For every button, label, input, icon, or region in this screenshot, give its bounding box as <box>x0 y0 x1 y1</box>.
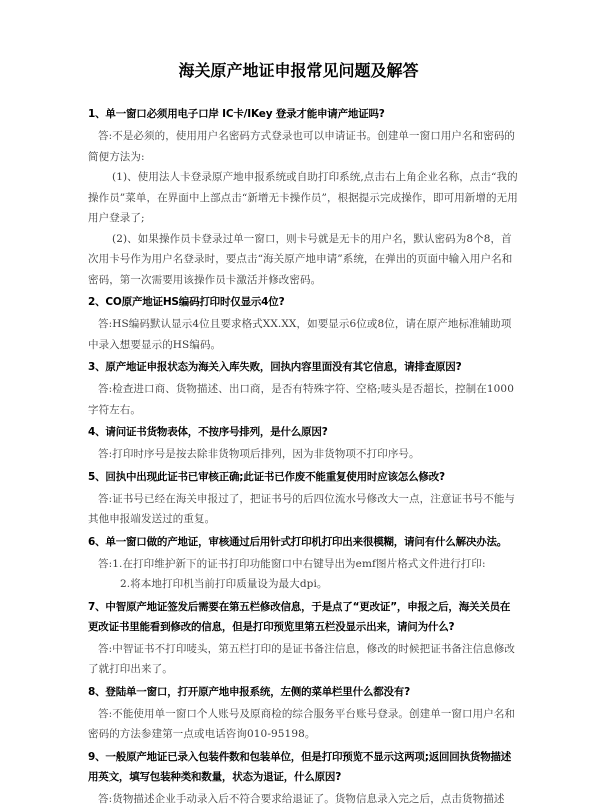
faq-answer-1: 答:不是必须的，使用用户名密码方式登录也可以申请证书。创建单一窗口用户名和密码的简便方法为: <box>88 126 520 167</box>
faq-question-9: 9、一般原产地证已录入包装件数和包装单位，但是打印预览不显示这两项;返回回执货物描述用英文，填写包装种类和数量，状态为退证，什么原因? <box>88 747 520 787</box>
faq-question-2: 2、CO原产地证HS编码打印时仅显示4位? <box>88 292 520 312</box>
faq-answer-5: 答:证书号已经在海关申报过了，把证书号的后四位流水号修改大一点，注意证书号不能与其他申报端发送过的重复。 <box>88 489 520 530</box>
faq-answer-1-step-2: (2)、如果操作员卡登录过单一窗口，则卡号就是无卡的用户名，默认密码为8个8，首次用卡号作为用户名登录时，要点击“海关原产地申请”系统，在弹出的页面中输入用户名和密码，第一次需要用该操作员卡激活并修改密码。 <box>88 229 520 291</box>
faq-answer-1-step-1: (1)、使用法人卡登录原产地申报系统或自助打印系统,点击右上角企业名称，点击“我的操作员”菜单，在界面中上部点击“新增无卡操作员”，根据提示完成操作，即可用新增的无用用户登录了; <box>88 167 520 229</box>
faq-answer-6: 答:1.在打印维护新下的证书打印功能窗口中右键导出为emf图片格式文件进行打印: <box>88 554 520 575</box>
faq-question-3: 3、原产地证申报状态为海关入库失败，回执内容里面没有其它信息，请排查原因? <box>88 357 520 377</box>
faq-content <box>88 104 520 809</box>
faq-question-6: 6、单一窗口做的产地证，审核通过后用针式打印机打印出来很模糊，请问有什么解决办法。 <box>88 532 520 552</box>
faq-question-5: 5、回执中出现此证书已审核正确;此证书已作废不能重复使用时应该怎么修改? <box>88 467 520 487</box>
faq-question-7: 7、中智原产地证签发后需要在第五栏修改信息，于是点了“更改证”，申报之后，海关关员在更改证书里能看到修改的信息，但是打印预览里第五栏没显示出来，请问为什么? <box>88 597 520 637</box>
faq-answer-8: 答:不能使用单一窗口个人账号及原商检的综合服务平台账号登录。创建单一窗口用户名和密码的方法参建第一点或电话咨询010-95198。 <box>88 704 520 745</box>
faq-answer-4: 答:打印时序号是按去除非货物项后排列，因为非货物项不打印序号。 <box>88 444 520 465</box>
faq-answer-3: 答:检查进口商、货物描述、出口商，是否有特殊字符、空格;唛头是否超长，控制在1000字符左右。 <box>88 379 520 420</box>
faq-question-4: 4、请问证书货物表体，不按序号排列，是什么原因? <box>88 422 520 442</box>
faq-answer-7: 答:中智证书不打印唛头，第五栏打印的是证书备注信息，修改的时候把证书备注信息修改了就打印出来了。 <box>88 639 520 680</box>
faq-answer-6-item-2: 2.将本地打印机当前打印质量设为最大dpi。 <box>88 574 520 595</box>
faq-answer-2: 答:HS编码默认显示4位且要求格式XX.XX，如要显示6位或8位，请在原产地标准辅助项中录入想要显示的HS编码。 <box>88 314 520 355</box>
faq-question-8: 8、登陆单一窗口，打开原产地申报系统，左侧的菜单栏里什么都没有? <box>88 682 520 702</box>
faq-question-1: 1、单一窗口必须用电子口岸 IC卡/IKey 登录才能申请产地证吗? <box>88 104 520 124</box>
page-title: 海关原产地证申报常见问题及解答 <box>0 58 597 81</box>
faq-answer-9: 答:货物描述企业手动录入后不符合要求给退证了。货物信息录入完之后，点击货物描述 <box>88 789 520 809</box>
